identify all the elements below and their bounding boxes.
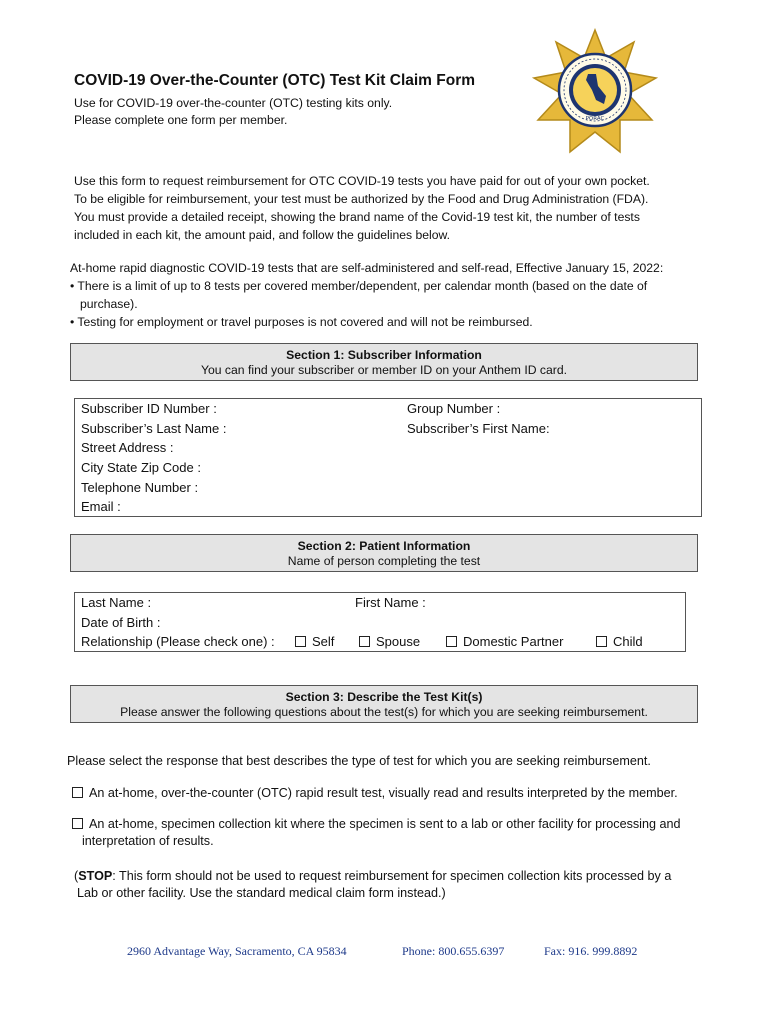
relationship-row — [75, 632, 685, 652]
footer-phone: Phone: 800.655.6397 — [402, 944, 505, 958]
section-3-title: Section 3: Describe the Test Kit(s) — [285, 690, 483, 704]
checkbox-icon — [596, 636, 607, 647]
subscriber-id-label: Subscriber ID Number : — [81, 401, 217, 416]
relationship-spouse-option[interactable]: Spouse — [359, 632, 420, 652]
section-2-title: Section 2: Patient Information — [297, 539, 471, 553]
telephone-field[interactable]: Telephone Number : — [81, 479, 199, 495]
intro-paragraph — [74, 172, 704, 244]
email-field[interactable]: Email : — [81, 499, 121, 515]
section-2-header — [70, 534, 698, 572]
form-title: COVID-19 Over-the-Counter (OTC) Test Kit Claim Form — [74, 72, 476, 89]
intro-line: You must provide a detailed receipt, showing the brand name of the Covid-19 test kit, the number of tests — [74, 210, 640, 224]
guidelines — [70, 259, 720, 331]
footer-address: 2960 Advantage Way, Sacramento, CA 95834 — [127, 944, 347, 958]
guidelines-lead: At-home rapid diagnostic COVID-19 tests that are self-administered and self-read, Effective January 15, 2022: — [70, 261, 664, 275]
city-state-zip-field[interactable]: City State Zip Code : — [81, 460, 201, 476]
checkbox-icon — [295, 636, 306, 647]
test-type-prompt: Please select the response that best describes the type of test for which you are seeking reimbursement. — [67, 754, 651, 768]
option-otc-rapid-test[interactable]: An at-home, over-the-counter (OTC) rapid result test, visually read and results interpreted by the member. — [72, 785, 678, 802]
intro-line: To be eligible for reimbursement, your test must be authorized by the Food and Drug Administration (FDA). — [74, 192, 649, 206]
patient-last-name-label: Last Name : — [81, 595, 152, 610]
form-subtitle-instructions: Please complete one form per member. — [74, 113, 288, 127]
subscriber-id-row[interactable] — [75, 399, 701, 419]
checkbox-icon — [446, 636, 457, 647]
intro-line: Use this form to request reimbursement for OTC COVID-19 tests you have paid for out of your own pocket. — [74, 174, 650, 188]
relationship-self-option[interactable]: Self — [295, 632, 334, 652]
guideline-bullet-cont: purchase). — [80, 297, 138, 311]
section-1-title: Section 1: Subscriber Information — [286, 348, 482, 362]
stop-label: STOP — [78, 869, 113, 883]
guideline-bullet: • There is a limit of up to 8 tests per covered member/dependent, per calendar month (based on the date of — [70, 279, 648, 293]
relationship-label: Relationship (Please check one) : — [81, 634, 275, 650]
subscriber-last-name-label: Subscriber’s Last Name : — [81, 420, 227, 436]
subscriber-info-fields — [74, 398, 702, 517]
checkbox-icon[interactable] — [72, 787, 83, 798]
section-1-description: You can find your subscriber or member ID on your Anthem ID card. — [200, 363, 568, 377]
subscriber-first-name-label[interactable]: Subscriber’s First Name: — [407, 420, 550, 436]
patient-info-fields — [74, 592, 686, 652]
street-address-field[interactable]: Street Address : — [81, 440, 174, 456]
section-3-header — [70, 685, 698, 723]
patient-first-name-label[interactable]: First Name : — [355, 595, 426, 610]
footer-fax: Fax: 916. 999.8892 — [544, 944, 638, 958]
option-specimen-collection-kit[interactable]: An at-home, specimen collection kit where the specimen is sent to a lab or other facility for processing and interpretation of results. — [72, 816, 681, 850]
porac-badge-logo — [530, 28, 660, 156]
group-number-label[interactable]: Group Number : — [407, 401, 501, 416]
date-of-birth-field[interactable]: Date of Birth : — [81, 614, 161, 630]
checkbox-icon — [359, 636, 370, 647]
section-2-description: Name of person completing the test — [287, 554, 481, 568]
form-subtitle-usage: Use for COVID-19 over-the-counter (OTC) testing kits only. — [74, 96, 393, 110]
guideline-bullet: • Testing for employment or travel purposes is not covered and will not be reimbursed. — [70, 315, 533, 329]
section-1-header — [70, 343, 698, 381]
patient-name-row[interactable] — [75, 593, 685, 613]
subscriber-name-row[interactable] — [75, 419, 701, 439]
stop-notice: (STOP: This form should not be used to request reimbursement for specimen collection kits processed by a Lab or other facility. Use the standard medical claim form instead.) — [74, 869, 672, 900]
relationship-domestic-partner-option[interactable]: Domestic Partner — [446, 632, 563, 652]
intro-line: included in each kit, the amount paid, and follow the guidelines below. — [74, 228, 451, 242]
section-3-description: Please answer the following questions about the test(s) for which you are seeking reimbursement. — [120, 705, 648, 719]
relationship-child-option[interactable]: Child — [596, 632, 643, 652]
checkbox-icon[interactable] — [72, 818, 83, 829]
badge-text: PORAC — [585, 116, 605, 122]
